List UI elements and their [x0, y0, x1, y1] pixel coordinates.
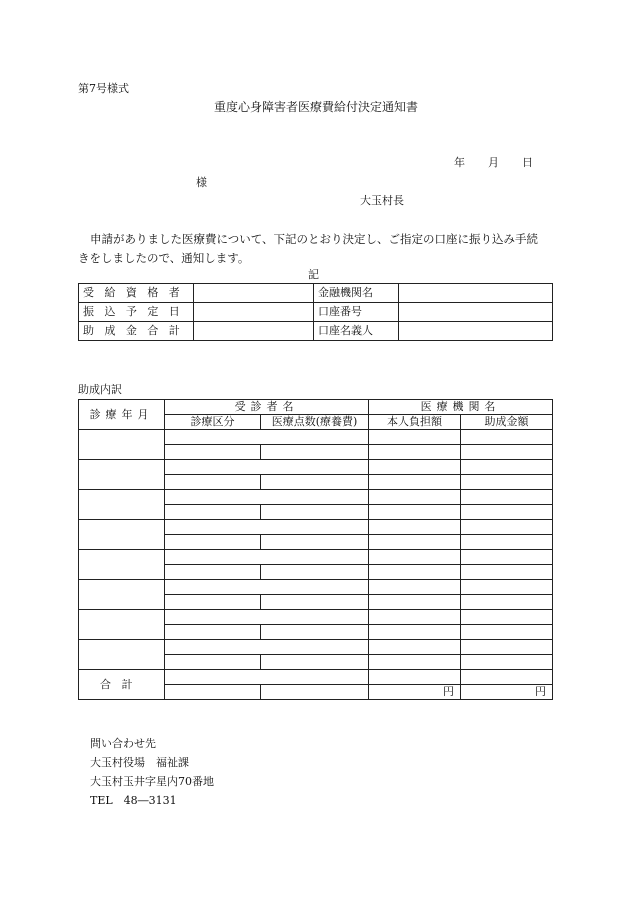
month-cell	[79, 520, 165, 550]
patient-header: 受診者名	[165, 400, 369, 415]
table-row	[79, 520, 553, 535]
body-text: 申請がありました医療費について、下記のとおり決定し、ご指定の口座に振り込み手続きをしましたので、通知します。	[78, 232, 539, 265]
month-cell	[79, 610, 165, 640]
breakdown-section-title: 助成内訳	[78, 383, 122, 396]
month-cell	[79, 580, 165, 610]
table-row	[79, 610, 553, 625]
subsidy-header: 助成金額	[461, 415, 553, 430]
account-number-label: 口座番号	[314, 303, 399, 322]
self-pay-header: 本人負担額	[369, 415, 461, 430]
points-header: 医療点数(療養費)	[261, 415, 369, 430]
transfer-date-value	[194, 303, 314, 322]
bank-value	[399, 284, 553, 303]
table-row	[79, 322, 553, 341]
table-row	[79, 284, 553, 303]
self-pay-total-yen: 円	[369, 685, 461, 700]
contact-office: 大玉村役場 福祉課	[90, 756, 189, 769]
table-row	[79, 640, 553, 655]
table-row	[79, 303, 553, 322]
payment-info-table	[78, 283, 553, 341]
addressee-suffix: 様	[196, 176, 207, 189]
sender-name: 大玉村長	[360, 194, 404, 207]
contact-tel: TEL 48―3131	[90, 794, 177, 807]
month-header: 診療年月	[79, 400, 165, 430]
date-month-label: 月	[488, 156, 499, 169]
contact-address: 大玉村玉井字星内70番地	[90, 775, 214, 788]
transfer-date-label: 振込予定日	[79, 303, 194, 322]
total-label: 合計	[79, 670, 165, 700]
form-number: 第7号様式	[78, 82, 129, 95]
month-cell	[79, 430, 165, 460]
month-cell	[79, 550, 165, 580]
document-title: 重度心身障害者医療費給付決定通知書	[214, 100, 419, 114]
category-header: 診療区分	[165, 415, 261, 430]
recipient-value	[194, 284, 314, 303]
recipient-label: 受給資格者	[79, 284, 194, 303]
month-cell	[79, 640, 165, 670]
month-cell	[79, 460, 165, 490]
institution-header: 医療機関名	[369, 400, 553, 415]
account-holder-label: 口座名義人	[314, 322, 399, 341]
table-row	[79, 400, 553, 415]
date-day-label: 日	[522, 156, 533, 169]
month-cell	[79, 490, 165, 520]
date-year-label: 年	[454, 156, 465, 169]
account-number-value	[399, 303, 553, 322]
table-row	[79, 430, 553, 445]
table-row	[79, 580, 553, 595]
subsidy-total-yen: 円	[461, 685, 553, 700]
breakdown-table	[78, 399, 553, 700]
table-row	[79, 670, 553, 685]
subsidy-total-label: 助成金合計	[79, 322, 194, 341]
table-row	[79, 460, 553, 475]
table-row	[79, 490, 553, 505]
bank-label: 金融機関名	[314, 284, 399, 303]
contact-label: 問い合わせ先	[90, 737, 156, 750]
subsidy-total-value	[194, 322, 314, 341]
account-holder-value	[399, 322, 553, 341]
table-row	[79, 550, 553, 565]
ki-label: 記	[308, 268, 319, 281]
